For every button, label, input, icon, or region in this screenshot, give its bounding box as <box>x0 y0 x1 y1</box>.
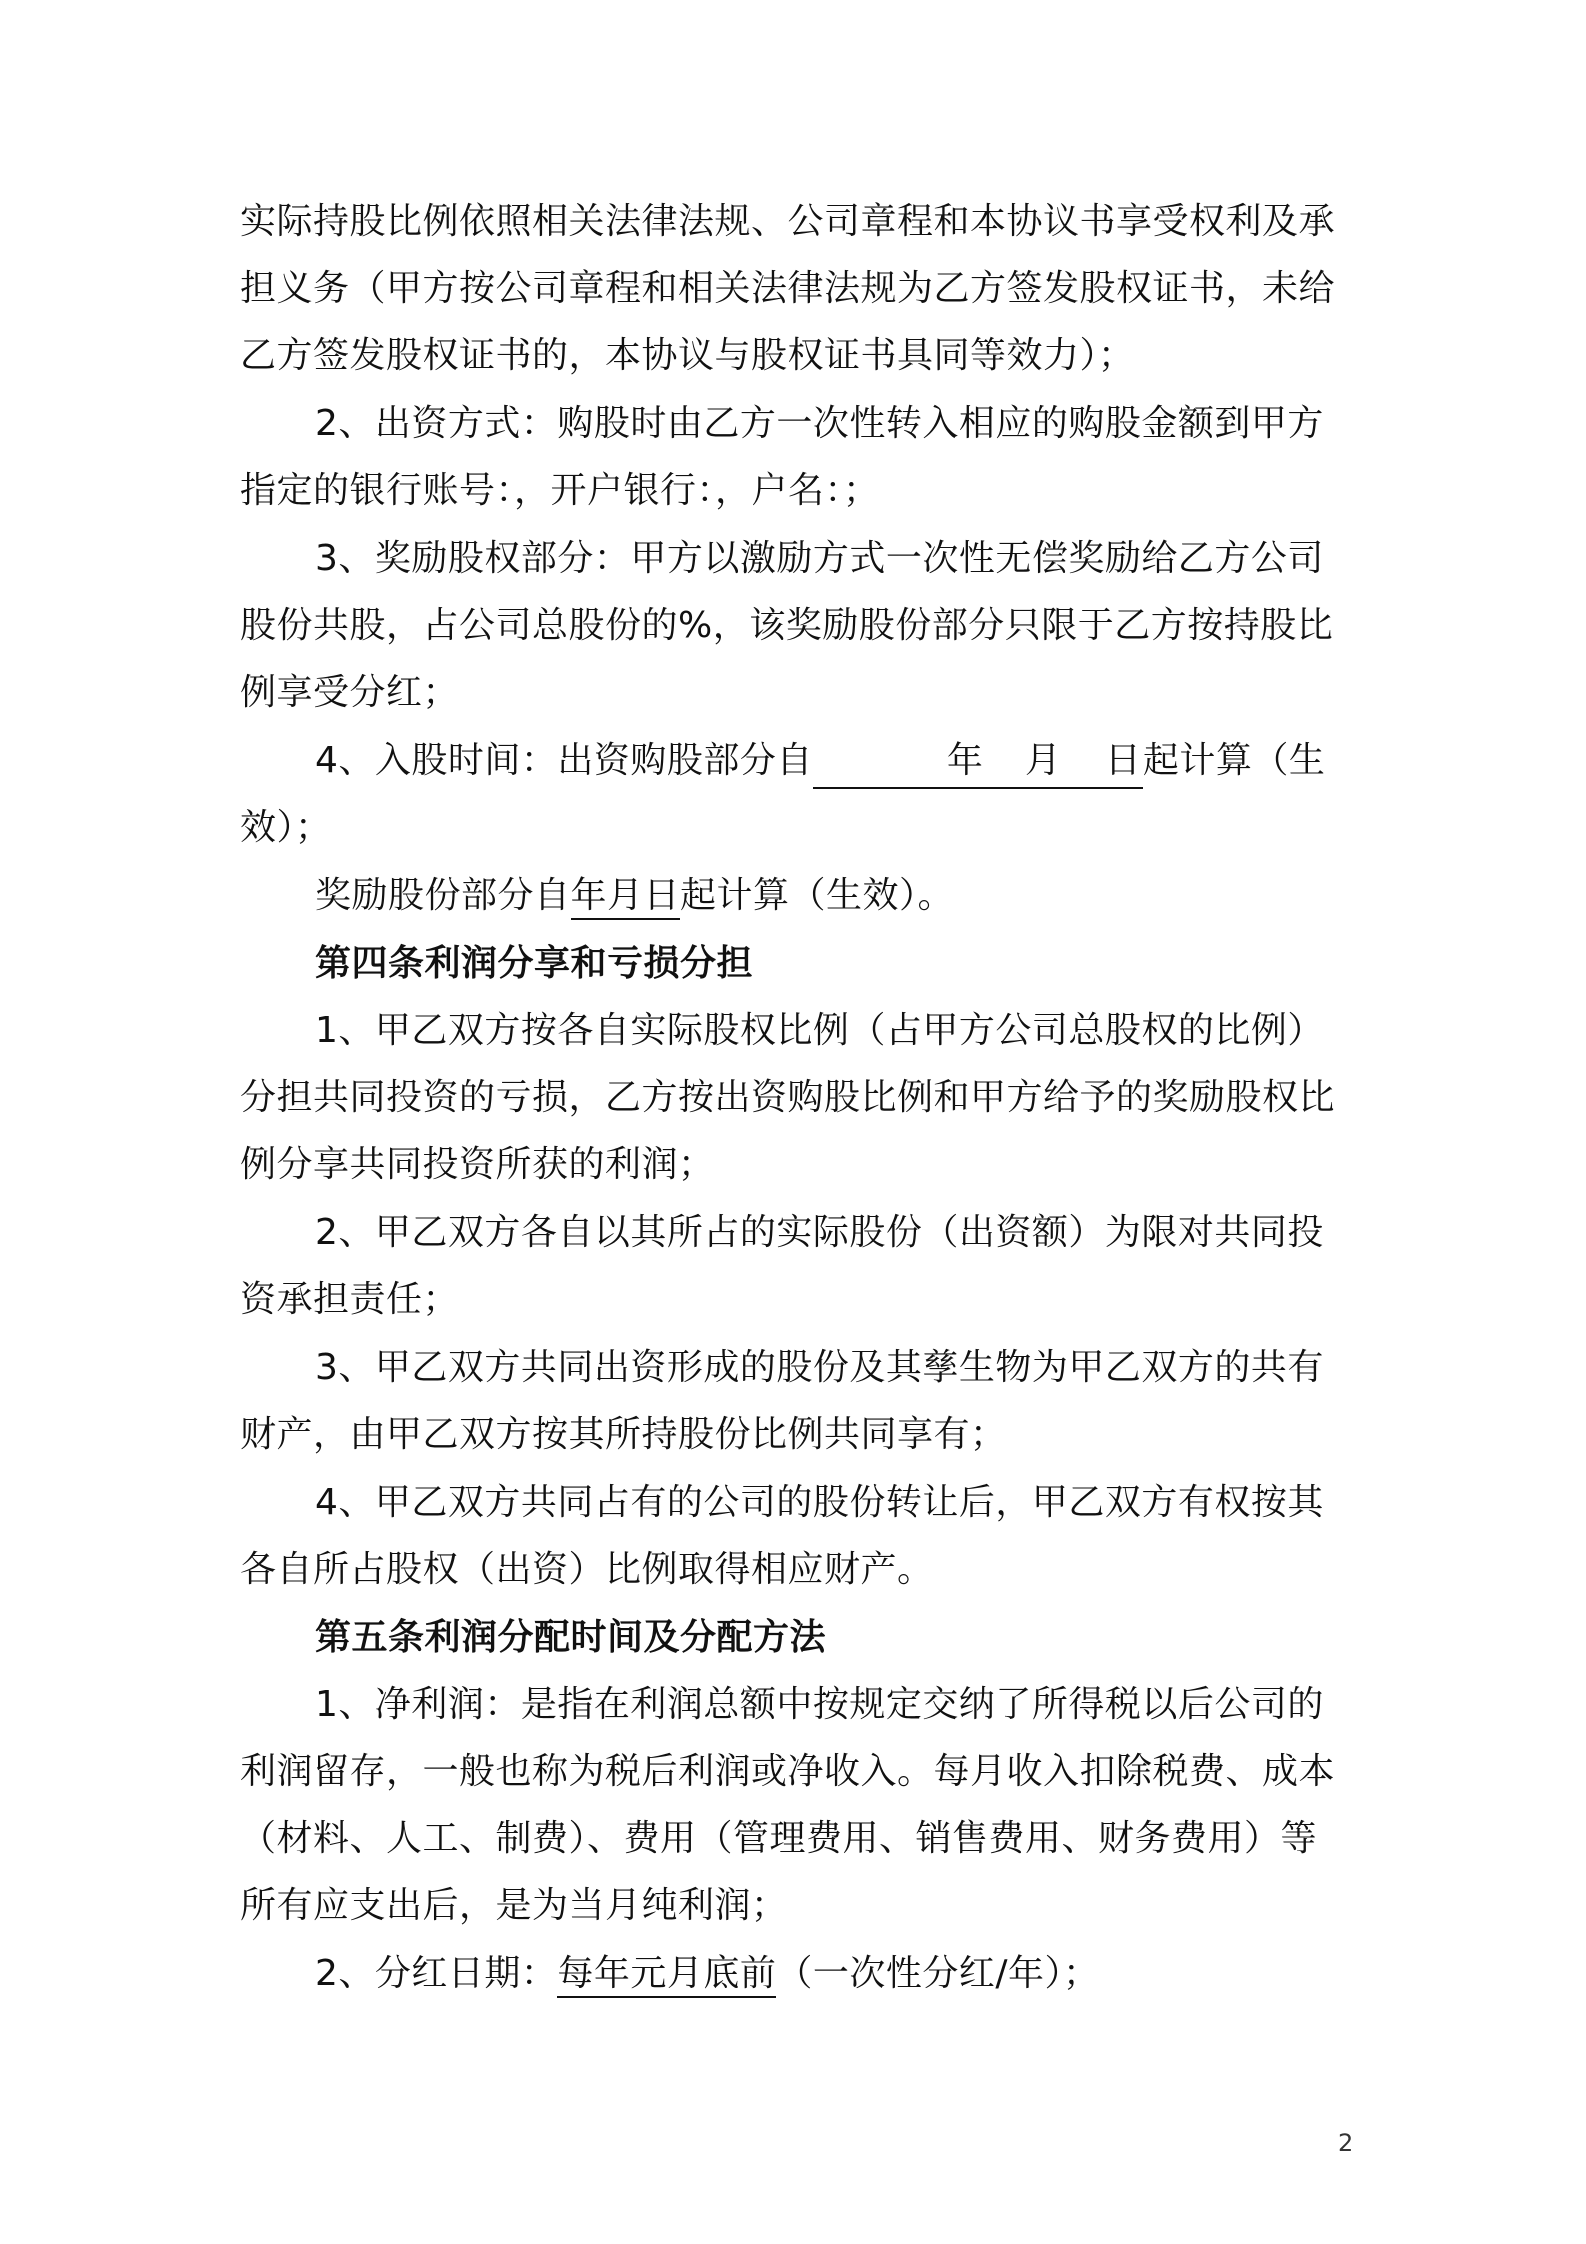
text-line: 1、甲乙双方按各自实际股权比例（占甲方公司总股权的比例） <box>315 1010 1324 1051</box>
article-4-heading: 第四条利润分享和亏损分担 <box>315 943 754 984</box>
reward-line-suffix: 起计算（生效）。 <box>680 875 955 916</box>
text-line: 2、甲乙双方各自以其所占的实际股份（出资额）为限对共同投 <box>315 1212 1324 1253</box>
date-line-prefix: 4、入股时间：出资购股部分自 <box>315 740 813 781</box>
text-line: 资承担责任； <box>240 1279 460 1320</box>
reward-date-underlined: 年月日 <box>571 875 681 920</box>
date-month-label: 月 <box>1024 740 1062 781</box>
text-line: 例享受分红； <box>240 672 460 713</box>
text-line: 利润留存，一般也称为税后利润或净收入。每月收入扣除税费、成本 <box>240 1751 1336 1792</box>
date-line <box>315 737 1325 789</box>
text-line: 效）； <box>240 807 332 848</box>
text-line: 所有应支出后，是为当月纯利润； <box>240 1885 788 1926</box>
text-line: 分担共同投资的亏损，乙方按出资购股比例和甲方给予的奖励股权比 <box>240 1077 1336 1118</box>
dividend-date-underlined: 每年元月底前 <box>557 1953 776 1998</box>
dividend-line-prefix: 2、分红日期： <box>315 1953 558 1994</box>
date-blank-field <box>813 737 1143 789</box>
text-line: 指定的银行账号：，开户银行：，户名：； <box>240 470 880 511</box>
dividend-line-suffix: （一次性分红/年）； <box>776 1953 1100 1994</box>
reward-date-line <box>315 872 954 920</box>
article-5-heading: 第五条利润分配时间及分配方法 <box>315 1617 827 1658</box>
text-line: 股份共股，占公司总股份的%，该奖励股份部分只限于乙方按持股比 <box>240 605 1334 646</box>
text-line: 1、净利润：是指在利润总额中按规定交纳了所得税以后公司的 <box>315 1684 1324 1725</box>
text-line: 4、甲乙双方共同占有的公司的股份转让后，甲乙双方有权按其 <box>315 1482 1324 1523</box>
text-line: 3、甲乙双方共同出资形成的股份及其孳生物为甲乙双方的共有 <box>315 1347 1324 1388</box>
text-line: 实际持股比例依照相关法律法规、公司章程和本协议书享受权利及承 <box>240 201 1336 242</box>
page-number: 2 <box>1338 2129 1354 2157</box>
reward-line-prefix: 奖励股份部分自 <box>315 875 571 916</box>
text-line: 乙方签发股权证书的，本协议与股权证书具同等效力）； <box>240 335 1135 376</box>
text-line: 各自所占股权（出资）比例取得相应财产。 <box>240 1549 934 1590</box>
text-line: 财产，由甲乙双方按其所持股份比例共同享有； <box>240 1414 1007 1455</box>
text-line: （材料、人工、制费）、费用（管理费用、销售费用、财务费用）等 <box>240 1818 1318 1859</box>
date-day-label: 日 <box>1104 740 1142 781</box>
dividend-date-line <box>315 1950 1100 1998</box>
date-line-suffix: 起计算（生 <box>1142 740 1326 781</box>
text-line: 担义务（甲方按公司章程和相关法律法规为乙方签发股权证书，未给 <box>240 268 1336 309</box>
text-line: 2、出资方式：购股时由乙方一次性转入相应的购股金额到甲方 <box>315 403 1324 444</box>
text-line: 3、奖励股权部分：甲方以激励方式一次性无偿奖励给乙方公司 <box>315 538 1324 579</box>
date-year-label: 年 <box>946 740 984 781</box>
text-line: 例分享共同投资所获的利润； <box>240 1144 715 1185</box>
